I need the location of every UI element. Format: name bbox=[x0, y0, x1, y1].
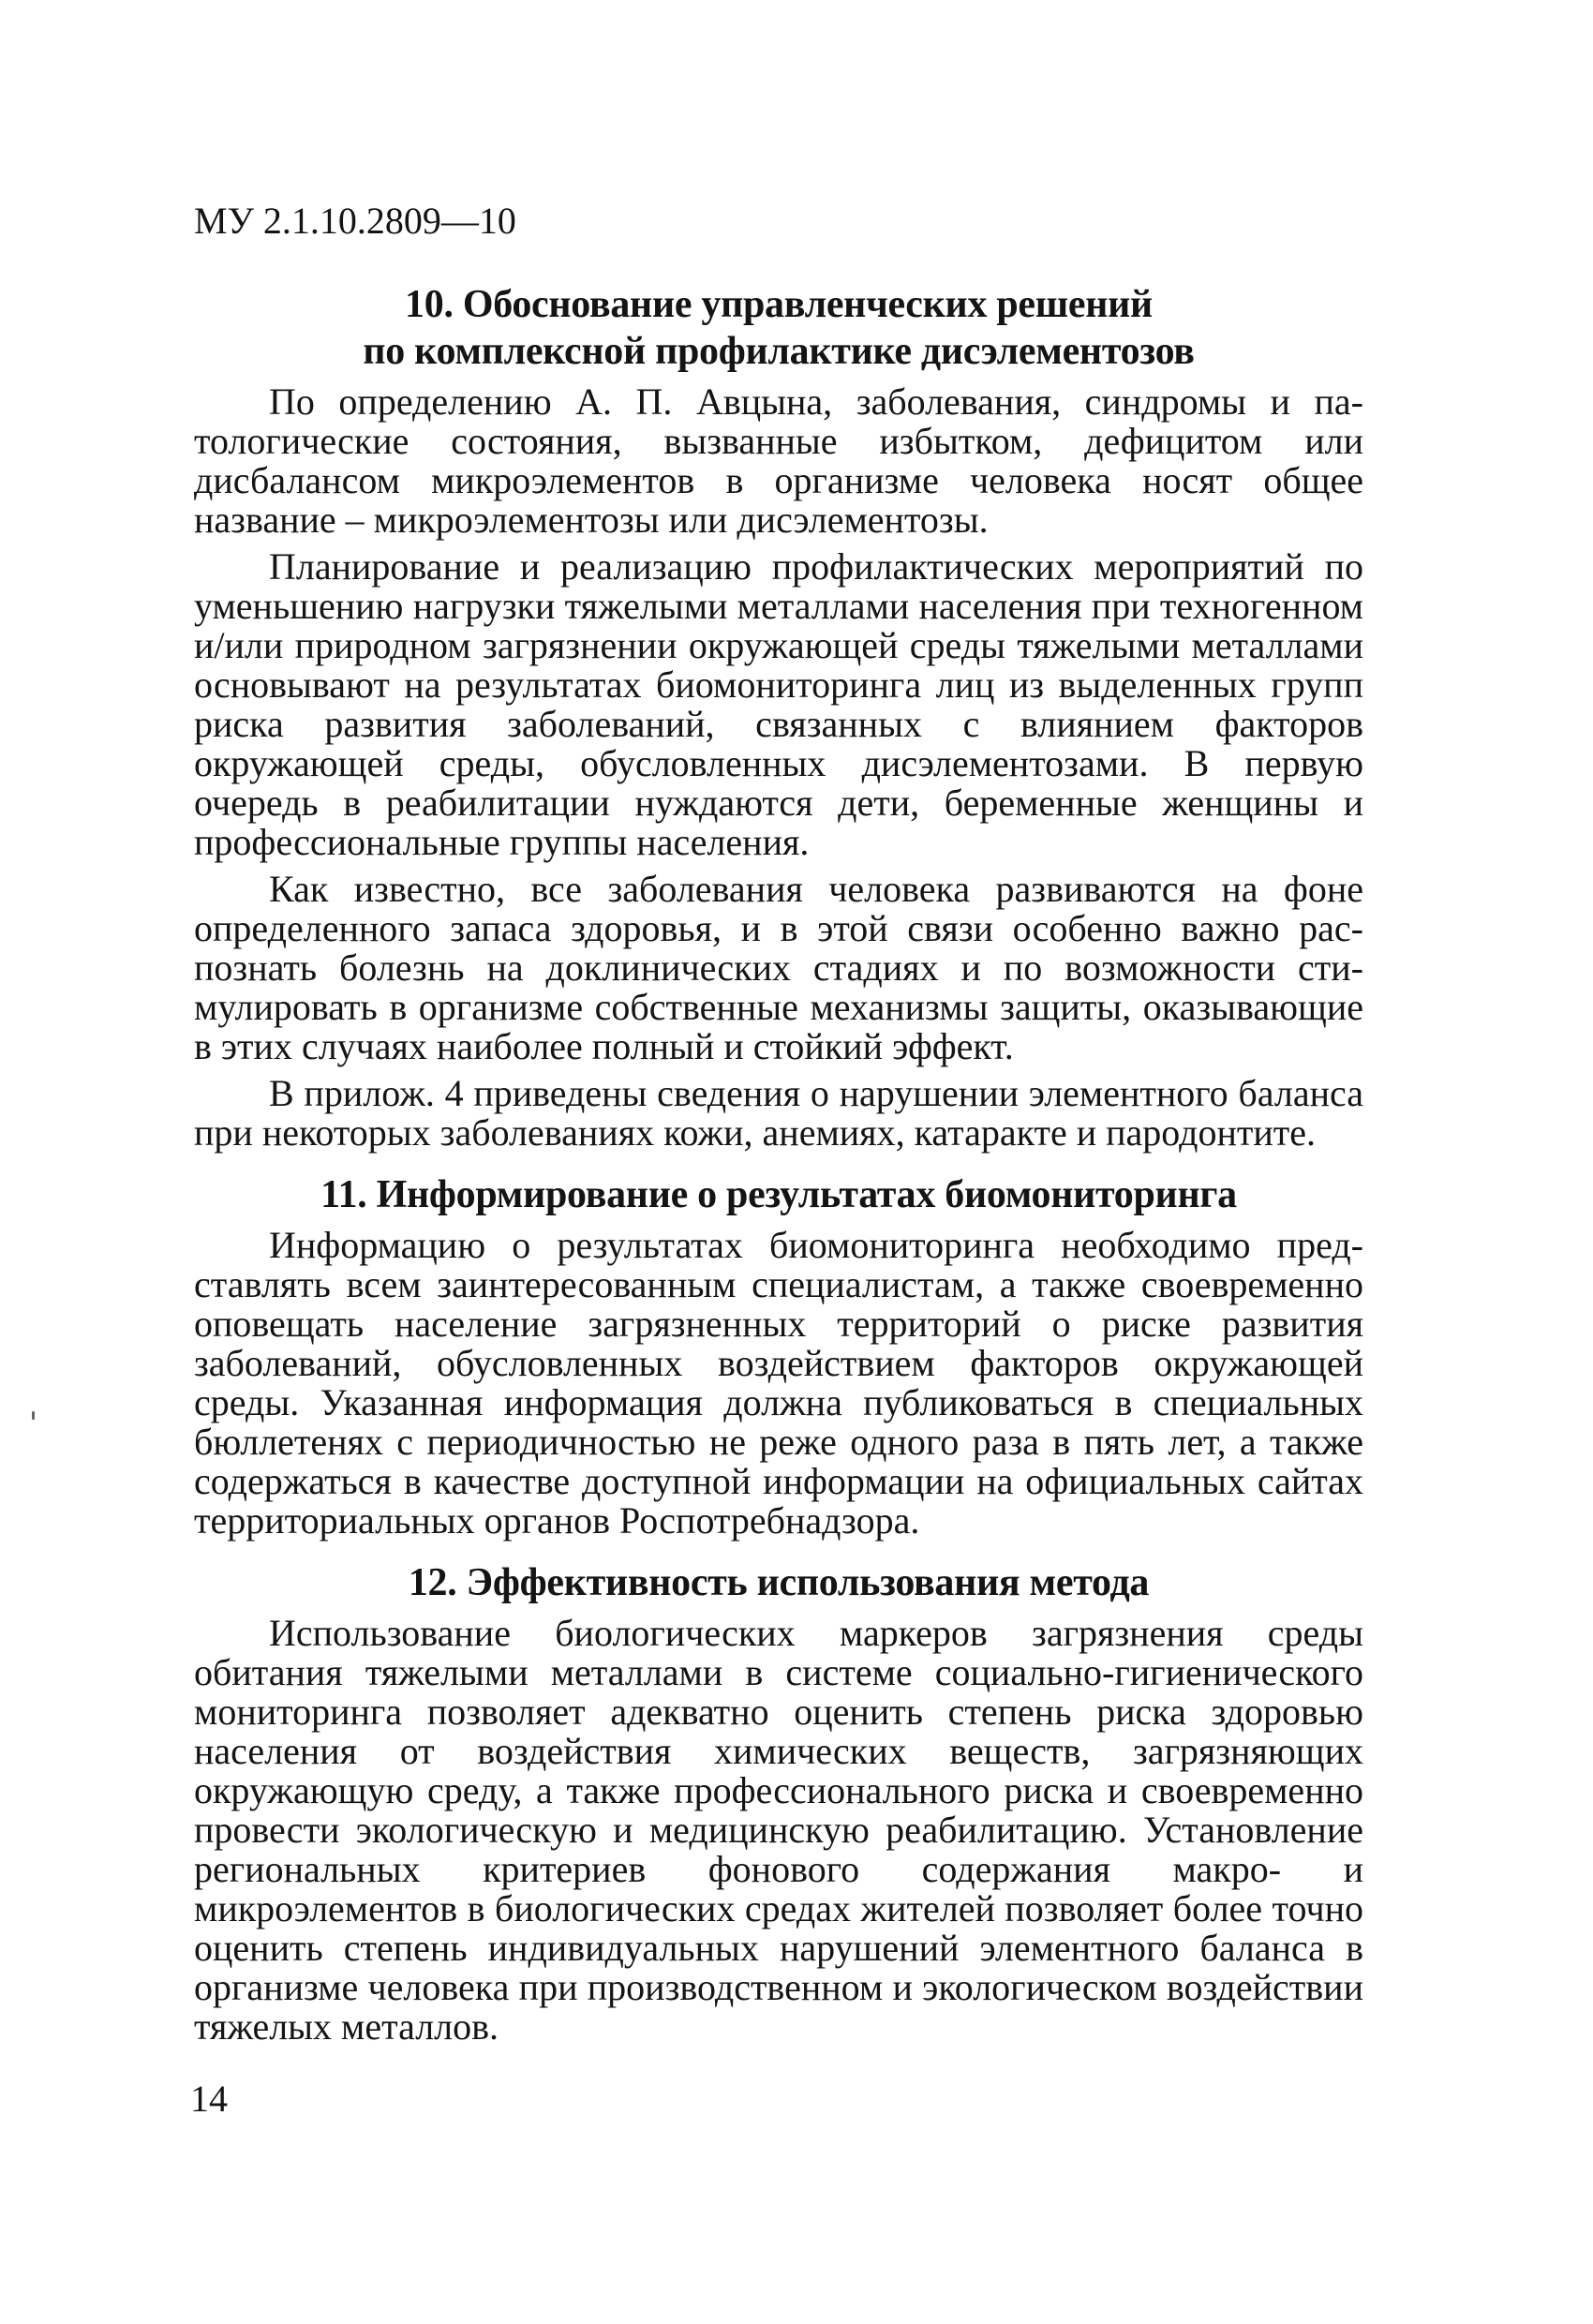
section-title-line: 10. Обоснование управленческих решений bbox=[405, 283, 1153, 326]
paragraph: Информацию о результатах биомониторинга необходимо представлять всем заинтересованным специалистам, а также своевременно оповещать население загрязненных территорий о риске развития заболеваний, обусловленных воздействием факторов окружающей среды. Указанная информация должна публиковаться в специальных бюллетенях с периодичностью не реже одного раза в пять лет, а также содержаться в качестве доступной информации на официальных сайтах территориальных органов Роспотребнадзора. bbox=[194, 1224, 1363, 1542]
document-code: МУ 2.1.10.2809—10 bbox=[194, 200, 516, 242]
page-content bbox=[194, 281, 1363, 2047]
paragraph: Как известно, все заболевания человека развиваются на фоне определенного запаса здоровья, и в этой связи особенно важно распознать болезнь на доклинических стадиях и по возможности стимулировать в организме собственные механизмы защиты, оказывающие в этих случаях наиболее полный и стойкий эффект. bbox=[194, 868, 1363, 1067]
section-title bbox=[194, 281, 1363, 375]
section-title bbox=[194, 1559, 1363, 1606]
section-11 bbox=[194, 1171, 1363, 1541]
paragraph: По определению А. П. Авцына, заболевания, синдромы и патологические состояния, вызванные избытком, дефицитом или дисбалансом микроэлементов в организме человека носят общее название – микроэлементозы или дисэлементозы. bbox=[194, 380, 1363, 541]
scan-speck bbox=[32, 1411, 35, 1420]
section-title-line: по комплексной профилактике дисэлементозов bbox=[363, 330, 1195, 373]
paragraph: В прилож. 4 приведены сведения о нарушении элементного баланса при некоторых заболеваниях кожи, анемиях, катаракте и пародонтите. bbox=[194, 1072, 1363, 1154]
section-title bbox=[194, 1171, 1363, 1218]
section-title-line: 11. Информирование о результатах биомониторинга bbox=[320, 1173, 1237, 1216]
section-title-line: 12. Эффективность использования метода bbox=[408, 1561, 1150, 1604]
paragraph: Использование биологических маркеров загрязнения среды обитания тяжелыми металлами в системе социально-гигиенического мониторинга позволяет адекватно оценить степень риска здоровью населения от воздействия химических веществ, загрязняющих окружающую среду, а также профессионального риска и своевременно провести экологическую и медицинскую реабилитацию. Установление региональных критериев фонового содержания макро- и микроэлементов в биологических средах жителей позволяет более точно оценить степень индивидуальных нарушений элементного баланса в организме человека при производственном и экологическом воздействии тяжелых металлов. bbox=[194, 1612, 1363, 2048]
section-10 bbox=[194, 281, 1363, 1153]
paragraph: Планирование и реализацию профилактических мероприятий по уменьшению нагрузки тяжелыми металлами населения при техногенном и/или природном загрязнении окружающей среды тяжелыми металлами основывают на результатах биомониторинга лиц из выделенных групп риска развития заболеваний, связанных с влиянием факторов окружающей среды, обусловленных дисэлементозами. В первую очередь в реабилитации нуждаются дети, беременные женщины и профессиональные группы населения. bbox=[194, 545, 1363, 863]
page-number: 14 bbox=[190, 2078, 228, 2120]
section-12 bbox=[194, 1559, 1363, 2047]
